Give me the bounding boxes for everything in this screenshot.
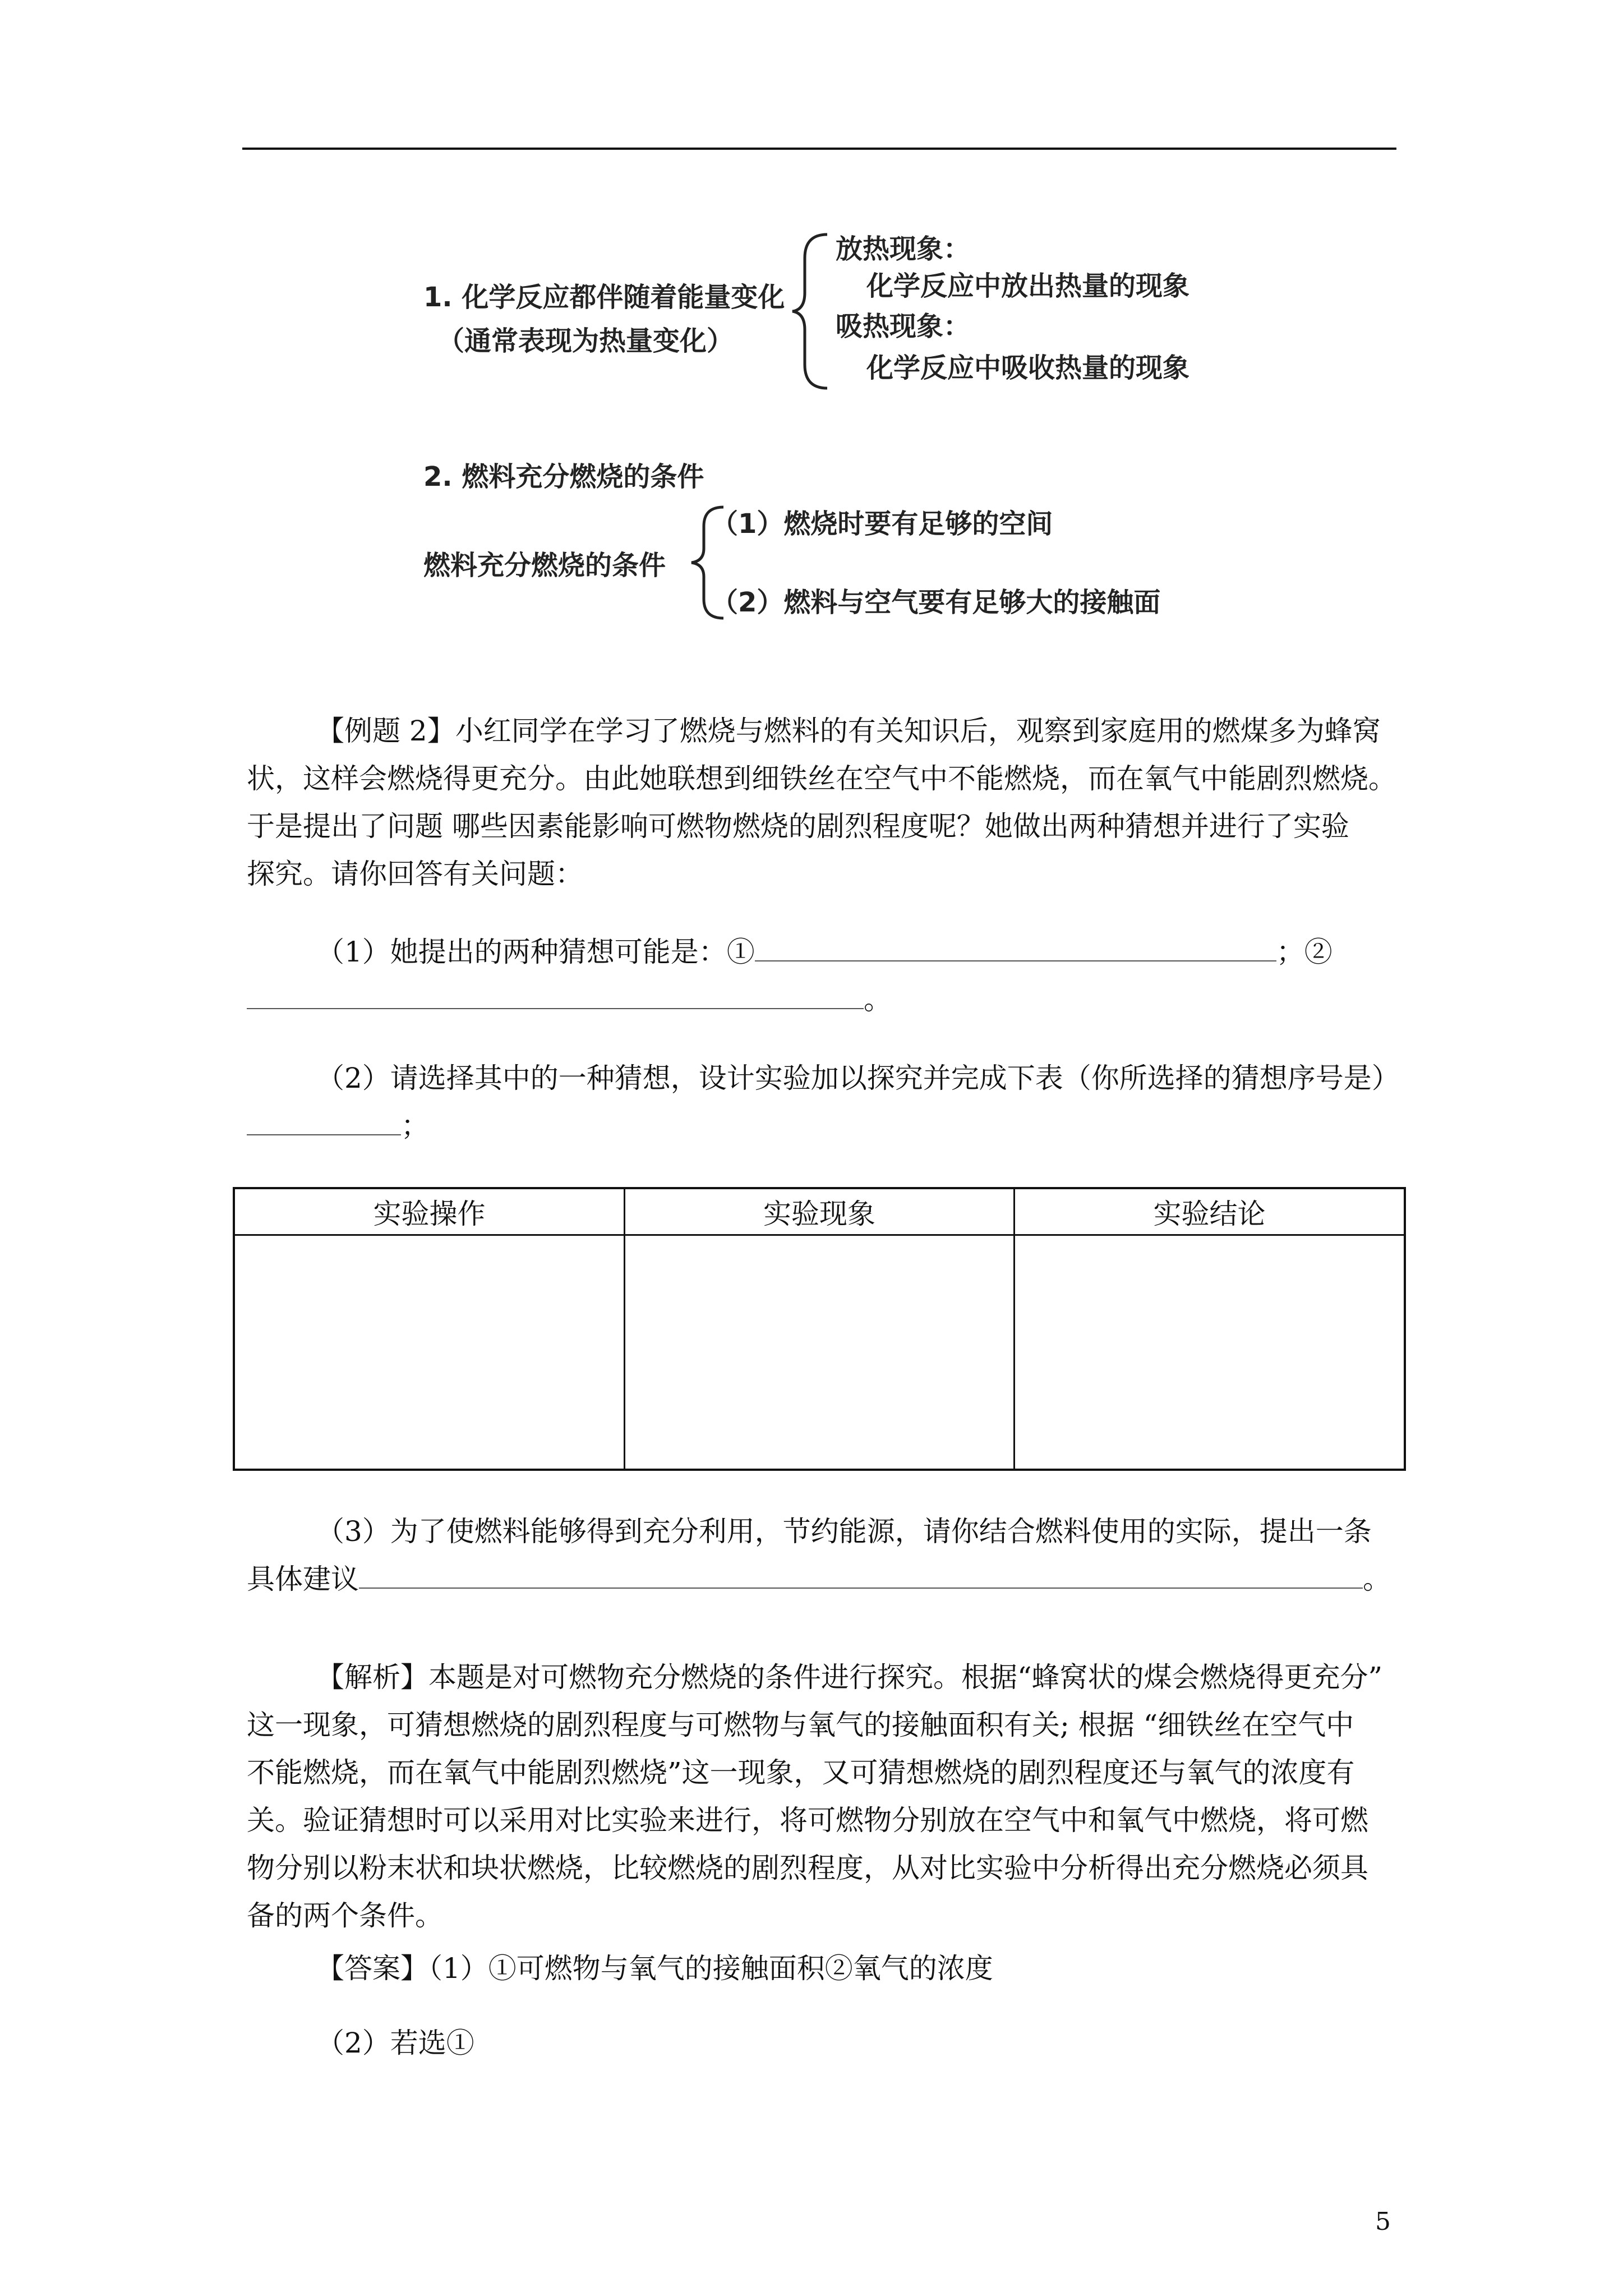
q3-text: （3）为了使燃料能够得到充分利用，节约能源，请你结合燃料使用的实际，提出一条 [316,1515,1372,1548]
analysis-line: 不能燃烧，而在氧气中能剧烈燃烧”这一现象，又可猜想燃烧的剧烈程度还与氧气的浓度有 [247,1756,1355,1789]
header-rule [242,148,1396,150]
q3-end: 。 [1363,1563,1391,1595]
q1-answer-blank-2[interactable] [247,986,864,1009]
diagram1-branch2-title: 吸热现象： [836,311,971,342]
page-number: 5 [1375,2207,1391,2236]
example-line: 于是提出了问题 哪些因素能影响可燃物燃烧的剧烈程度呢？她做出两种猜想并进行了实验 [247,810,1349,843]
header-phenomenon: 实验现象 [625,1188,1015,1235]
table-row [234,1235,1405,1470]
question-2 [247,1055,1400,1150]
q2-end: ； [401,1110,429,1142]
answer-line-1: 【答案】（1）①可燃物与氧气的接触面积②氧气的浓度 [316,1952,993,1985]
diagram2-root: 燃料充分燃烧的条件 [423,550,666,581]
diagram1-root: 1. 化学反应都伴随着能量变化 [423,282,785,313]
analysis-line: 备的两个条件。 [247,1899,443,1932]
diagram1-root-note: （通常表现为热量变化） [437,325,734,357]
analysis-paragraph [247,1654,1396,1940]
q2-answer-blank[interactable] [247,1112,401,1135]
answer-line-2: （2）若选① [316,2027,474,2059]
header-conclusion: 实验结论 [1014,1188,1405,1235]
operation-cell[interactable] [234,1235,625,1470]
q3-answer-blank[interactable] [359,1565,1363,1589]
q1-prefix: （1）她提出的两种猜想可能是：① [316,936,755,968]
example-line: 探究。请你回答有关问题： [247,858,583,890]
q1-mid: ；② [1276,936,1332,968]
analysis-line: 物分别以粉末状和块状燃烧，比较燃烧的剧烈程度，从对比实验中分析得出充分燃烧必须具 [247,1852,1368,1884]
analysis-line: 这一现象，可猜想燃烧的剧烈程度与可燃物与氧气的接触面积有关; 根据 “细铁丝在空气中 [247,1709,1354,1741]
conclusion-cell[interactable] [1014,1235,1405,1470]
experiment-table [233,1187,1406,1471]
diagram2-heading: 2. 燃料充分燃烧的条件 [423,461,704,493]
diagram1-branch2-detail: 化学反应中吸收热量的现象 [866,352,1190,384]
table-header-row [234,1188,1405,1235]
example-paragraph [247,707,1396,898]
q2-text: （2）请选择其中的一种猜想，设计实验加以探究并完成下表（你所选择的猜想序号是） [316,1062,1400,1094]
q3-prefix: 具体建议 [247,1563,359,1595]
diagram1-branch1-title: 放热现象： [836,233,971,265]
analysis-line: 关。验证猜想时可以采用对比实验来进行，将可燃物分别放在空气中和氧气中燃烧，将可燃 [247,1804,1368,1837]
example-line: 状，这样会燃烧得更充分。由此她联想到细铁丝在空气中不能燃烧，而在氧气中能剧烈燃烧。 [247,762,1396,795]
question-1 [247,928,1396,1024]
q1-end: 。 [864,983,892,1016]
phenomenon-cell[interactable] [625,1235,1015,1470]
analysis-line: 【解析】本题是对可燃物充分燃烧的条件进行探究。根据“蜂窝状的煤会燃烧得更充分” [316,1661,1383,1694]
header-operation: 实验操作 [234,1188,625,1235]
q1-answer-blank-1[interactable] [755,938,1276,961]
diagram2-branch1: （1）燃烧时要有足够的空间 [711,508,1053,540]
diagram2-branch2: （2）燃料与空气要有足够大的接触面 [711,587,1161,618]
example-line: 【例题 2】小红同学在学习了燃烧与燃料的有关知识后，观察到家庭用的燃煤多为蜂窝 [316,715,1381,747]
diagram1-branch1-detail: 化学反应中放出热量的现象 [866,270,1190,302]
diagram1-brace [788,230,833,393]
question-3 [247,1508,1396,1603]
